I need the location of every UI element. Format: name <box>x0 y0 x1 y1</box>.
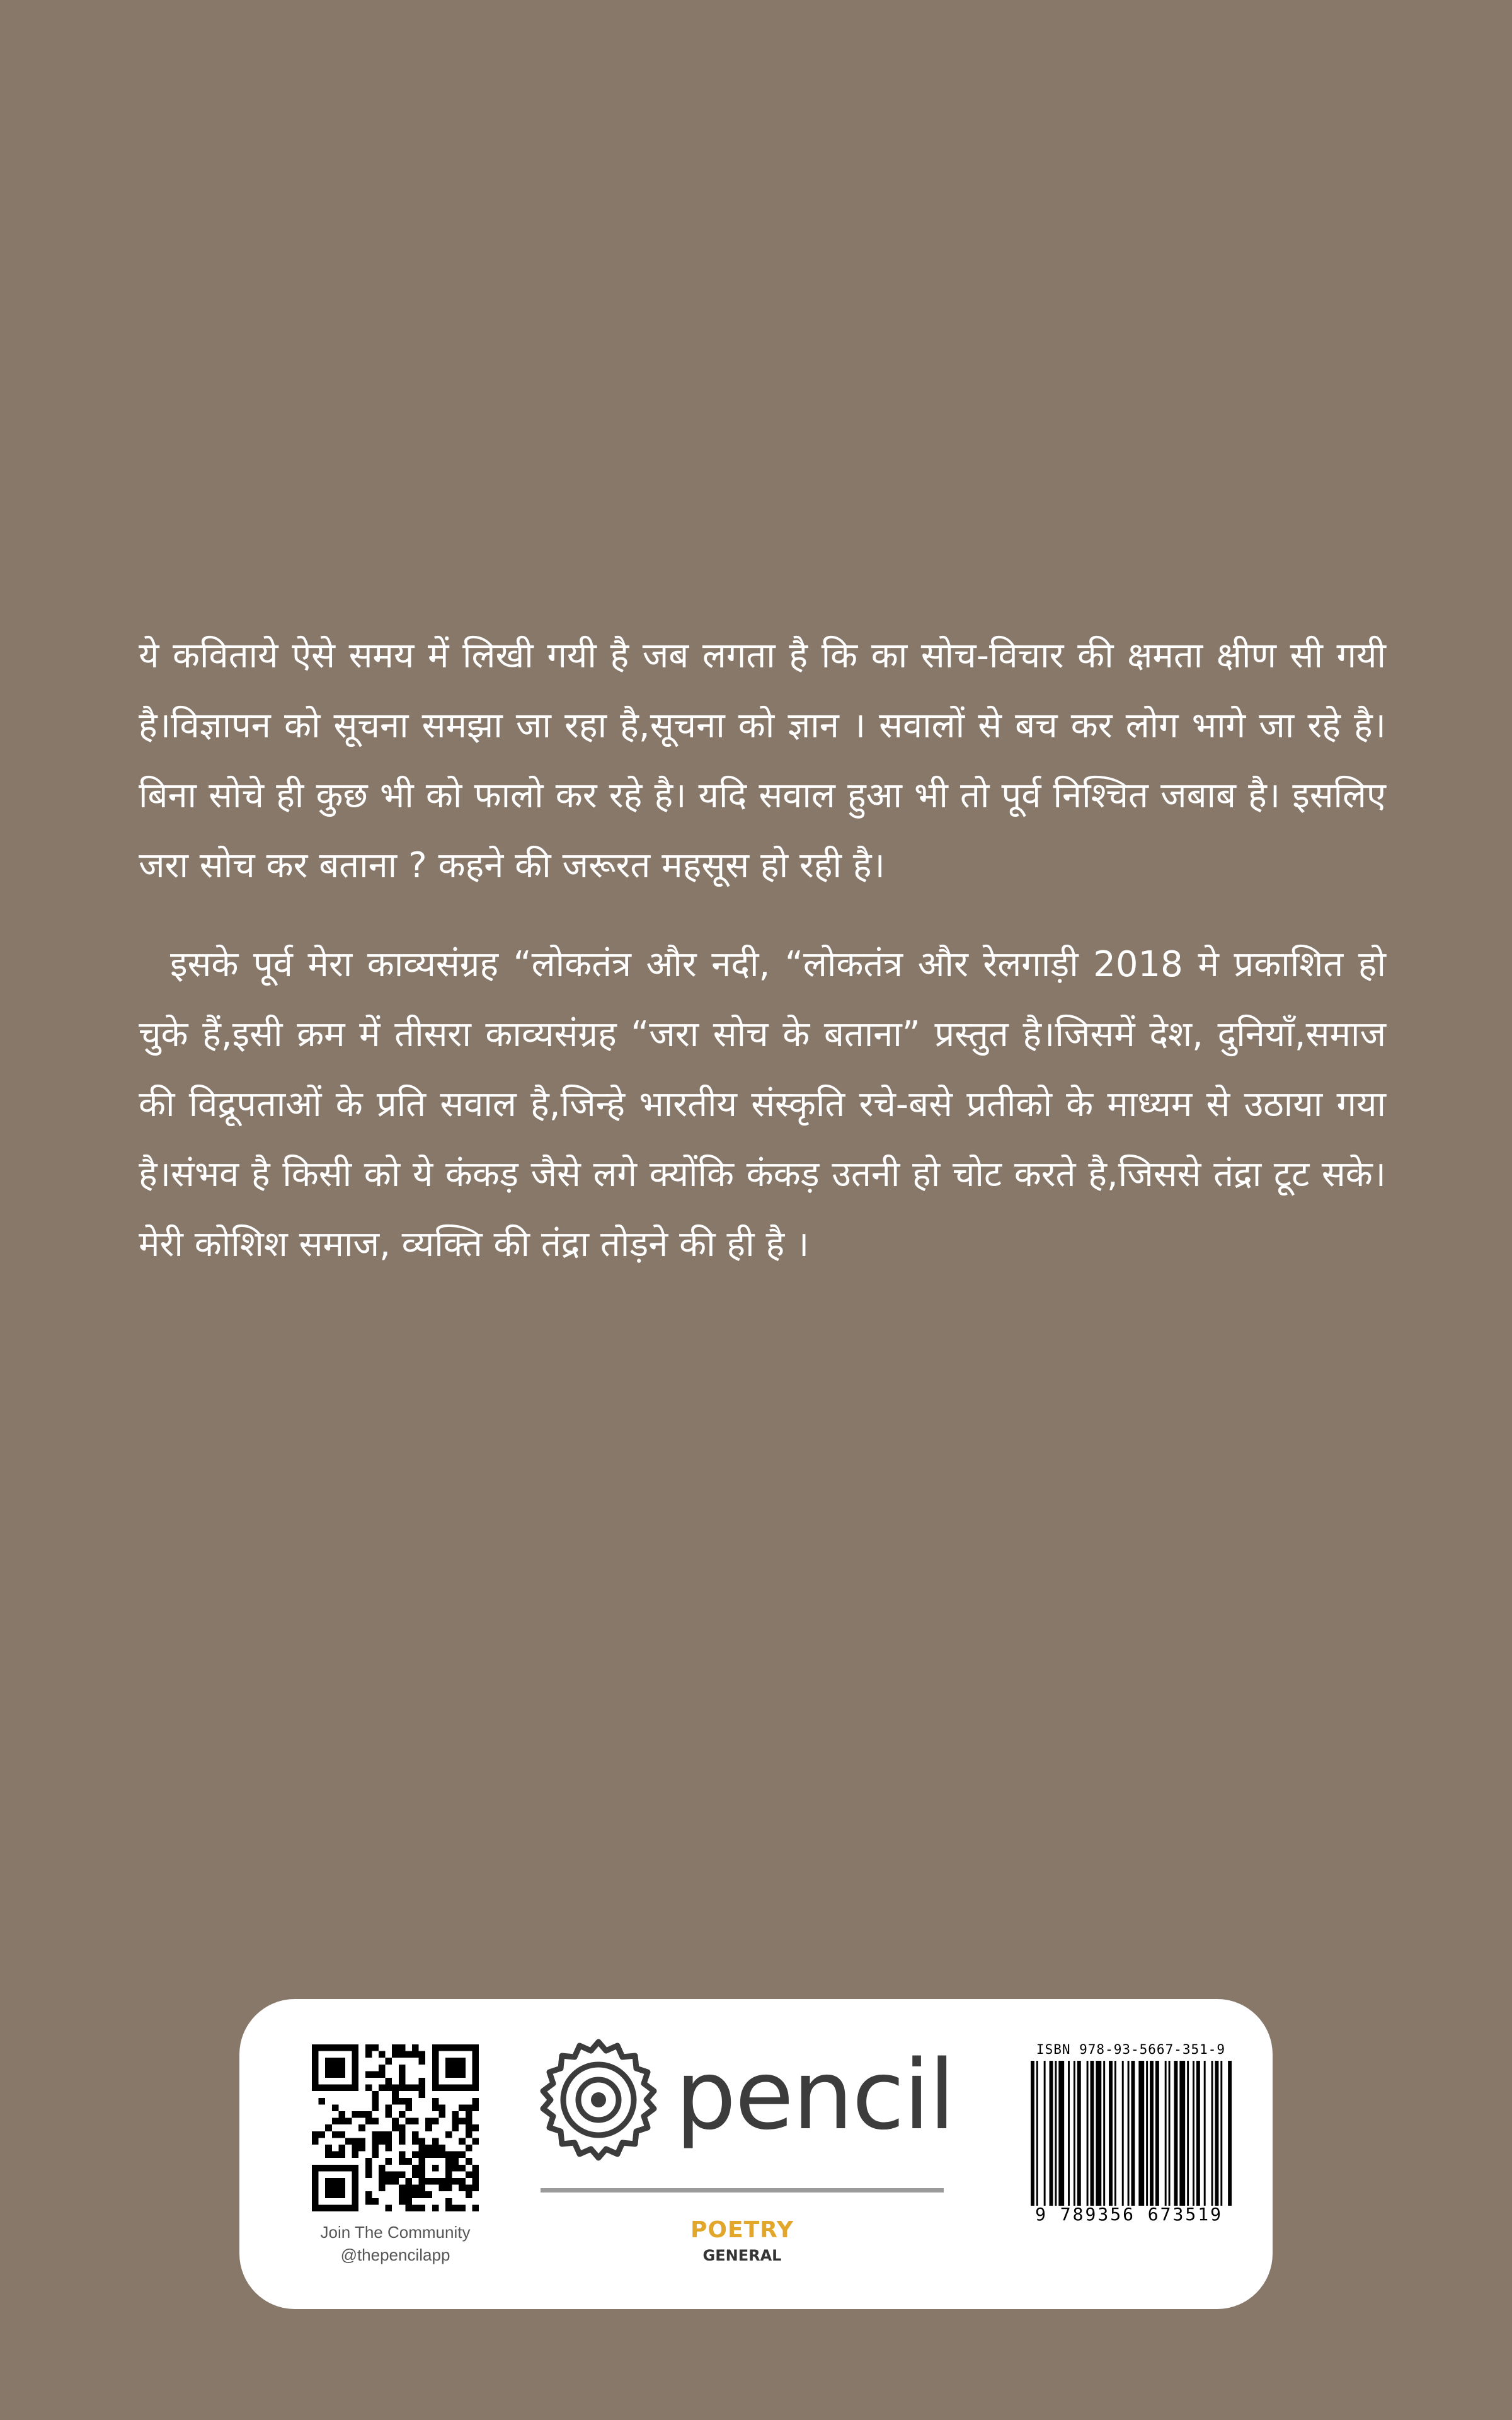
isbn-label: ISBN 978-93-5667-351-9 <box>1036 2042 1226 2057</box>
blurb-paragraph-1: ये कविताये ऐसे समय में लिखी गयी है जब लगता है कि का सोच-विचार की क्षमता क्षीण सी गयी है।विज्ञापन को सूचना समझा जा रहा है,सूचना को ज्ञान । सवालों से बच कर लोग भागे जा रहे है।बिना सोचे ही कुछ भी को फालो कर रहे है। यदि सवाल हुआ भी तो पूर्व निश्चित जबाब है। इसलिए जरा सोच कर बताना ? कहने की जरूरत महसूस हो रही है। <box>139 635 1386 886</box>
isbn-barcode <box>1028 2061 1236 2206</box>
qr-code <box>312 2044 479 2211</box>
publisher-logo-text: pencil <box>675 2039 954 2151</box>
qr-caption <box>277 2221 513 2266</box>
publisher-info-panel <box>239 1999 1273 2309</box>
logo-divider <box>541 2188 944 2192</box>
pencil-logo-icon <box>536 2037 662 2163</box>
qr-caption-community: Join The Community <box>320 2223 471 2242</box>
genre-label: POETRY <box>690 2217 794 2243</box>
qr-caption-handle: @thepencilapp <box>340 2245 450 2264</box>
back-cover-blurb <box>139 621 1386 1279</box>
publisher-logo <box>536 2037 1002 2163</box>
subgenre-label: GENERAL <box>702 2247 782 2264</box>
blurb-paragraph-2: इसके पूर्व मेरा काव्यसंग्रह “लोकतंत्र और नदी, “लोकतंत्र और रेलगाड़ी 2018 मे प्रकाशित हो चुके हैं,इसी क्रम में तीसरा काव्यसंग्रह “जरा सोच के बताना” प्रस्तुत है।जिसमें देश, दुनियाँ,समाज की विद्रूपताओं के प्रति सवाल है,जिन्हे भारतीय संस्कृति रचे-बसे प्रतीको के माध्यम से उठाया गया है।संभव है किसी को ये कंकड़ जैसे लगे क्योंकि कंकड़ उतनी हो चोट करते है,जिससे तंद्रा टूट सके। मेरी कोशिश समाज, व्यक्ति की तंद्रा तोड़ने की ही है । <box>139 944 1386 1265</box>
barcode-digits: 9 789356 673519 <box>1035 2204 1223 2225</box>
